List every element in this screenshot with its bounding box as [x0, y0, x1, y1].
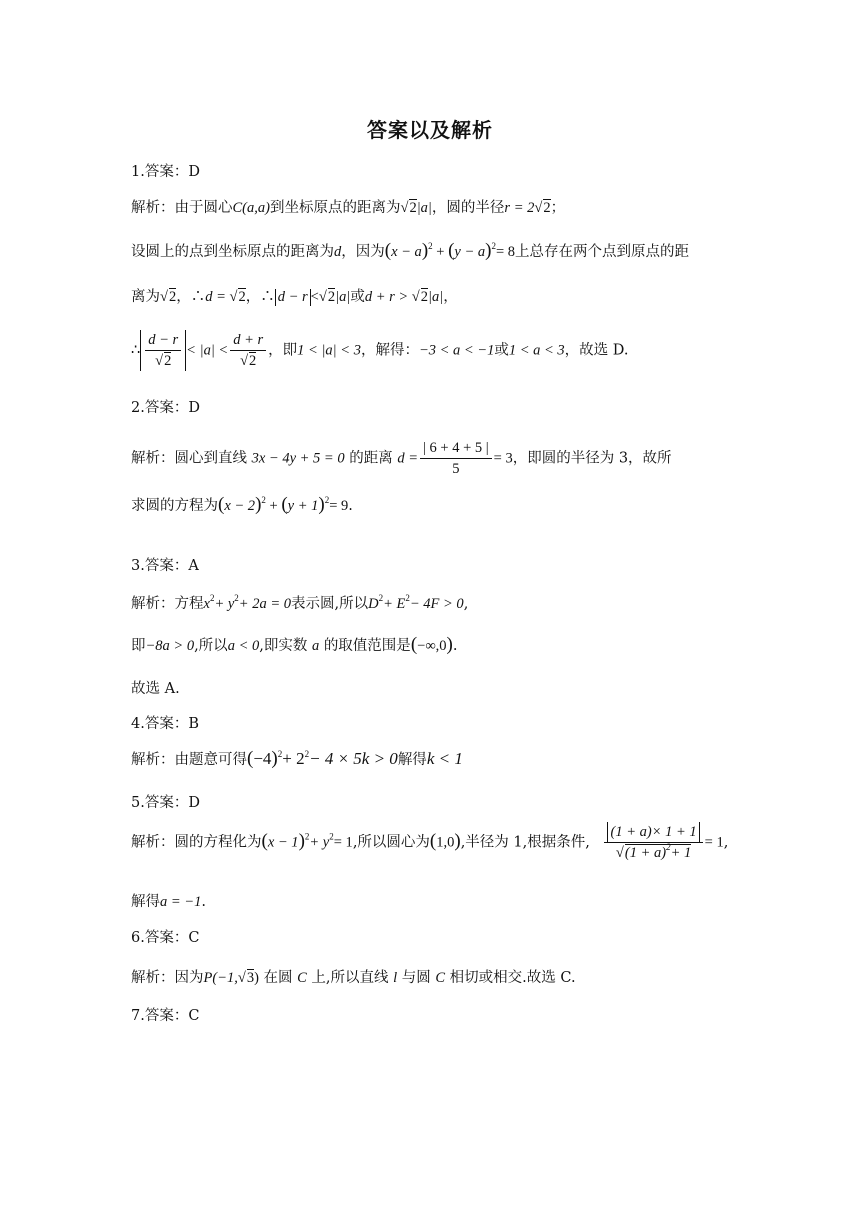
text: 求圆的方程为 [131, 498, 218, 514]
paren: ( [410, 634, 418, 655]
text: 到坐标原点的距离为 [269, 200, 401, 216]
q1-answer: 1.答案：D [131, 164, 200, 180]
paren: ) [446, 634, 453, 655]
math: + 2 [282, 749, 305, 768]
q2-explanation-line-1 [131, 438, 672, 479]
exponent: 2 [491, 241, 496, 251]
sqrt-symbol: √ [237, 970, 246, 986]
denominator [230, 351, 266, 371]
text: ， [443, 289, 458, 305]
math: = 1 [704, 834, 724, 851]
exponent: 2 [234, 593, 239, 603]
paren: ( [281, 494, 288, 515]
sqrt-symbol: √ [408, 289, 420, 305]
text: 在圆 [263, 970, 293, 986]
text: 即 [131, 638, 146, 654]
exponent: 2 [324, 495, 330, 505]
math: y − a [454, 244, 486, 260]
math: y + 1 [287, 498, 319, 514]
text: 上,所以直线 [311, 970, 389, 986]
q1-explanation-line-2 [131, 240, 689, 262]
math: = 8 [495, 244, 516, 260]
exponent: 2 [261, 495, 266, 505]
exponent: 2 [304, 831, 310, 842]
math: x [203, 596, 210, 612]
q5-explanation-line-2 [131, 890, 206, 911]
fraction [145, 330, 181, 371]
math: + y [309, 834, 330, 851]
text: ，即圆的半径为 3，故所 [512, 450, 672, 467]
text: ,半径为 1,根据条件, [460, 834, 590, 851]
math: 1 + a [615, 824, 647, 840]
plus: + [432, 244, 449, 260]
q2-explanation-line-2 [131, 494, 353, 516]
math: −3 < a < −1 [418, 342, 495, 359]
math: 1 < |a| < 3 [297, 342, 361, 359]
text: . [201, 894, 206, 910]
absolute-fraction [140, 330, 186, 371]
paren: ) [318, 494, 325, 515]
math: a = −1 [160, 894, 202, 910]
math: 2 [543, 200, 551, 216]
text: 或 [350, 289, 365, 305]
text: ,即实数 [259, 638, 308, 654]
sqrt-symbol: √ [225, 289, 238, 305]
paren: ( [384, 240, 392, 261]
q5-answer: 5.答案：D [131, 795, 200, 811]
q2-answer: 2.答案：D [131, 400, 200, 416]
text: 解析：圆心到直线 [131, 450, 247, 467]
math: x − a [391, 244, 422, 260]
math: |a| [335, 289, 351, 305]
text: ，∴ [176, 289, 206, 305]
text: 表示圆,所以 [291, 596, 369, 612]
q6-explanation-line-1 [131, 966, 576, 987]
radicand [625, 844, 691, 861]
fraction [604, 822, 702, 863]
math: r = 2 [504, 200, 535, 216]
math: 1,0 [436, 834, 455, 851]
paren: ) [271, 748, 278, 769]
q3-answer: 3.答案：A [131, 558, 199, 574]
math: + E [383, 596, 406, 612]
math: d = [397, 450, 418, 467]
absolute-value [607, 822, 699, 842]
text: ，解得： [360, 342, 419, 359]
math: + 1 [670, 845, 692, 861]
math: 1 < a < 3 [508, 342, 565, 359]
math: d + r > [364, 289, 409, 305]
denominator [604, 843, 702, 863]
math: 2 [249, 353, 257, 369]
math: = 9 [329, 498, 349, 514]
exponent: 2 [209, 593, 215, 603]
denominator [145, 351, 181, 371]
paren: ( [218, 494, 225, 515]
math: x − 1 [267, 834, 299, 851]
paren: ) [255, 494, 262, 515]
math: − 4 × 5k > 0 [309, 749, 398, 768]
text: , [463, 596, 469, 612]
math: −∞,0 [417, 638, 447, 654]
text: , [723, 834, 729, 851]
text: 的距离 [349, 450, 393, 467]
sqrt-symbol: √ [400, 200, 409, 216]
text: 与圆 [401, 970, 431, 986]
q7-answer: 7.答案：C [131, 1008, 200, 1024]
paren: ) [454, 830, 461, 852]
math: |a| [416, 200, 432, 216]
math: = 1 [333, 834, 353, 851]
q6-answer: 6.答案：C [131, 930, 200, 946]
text: 的取值范围是 [323, 638, 411, 654]
text: 解析：方程 [131, 596, 204, 612]
math: d [334, 244, 342, 260]
exponent: 2 [428, 241, 433, 251]
page-title: 答案以及解析 [367, 118, 493, 142]
exponent: 2 [277, 749, 283, 759]
q1-explanation-line-3 [131, 285, 458, 306]
math: 3 [246, 970, 255, 986]
paren: ( [610, 824, 616, 840]
fraction [420, 438, 492, 479]
text: 解析：由题意可得 [131, 752, 247, 768]
numerator: | 6 + 4 + 5 | [420, 438, 492, 459]
q1-explanation-line-1 [131, 196, 565, 217]
denominator: 5 [452, 461, 460, 477]
text: 解得 [397, 752, 427, 768]
math: 2 [409, 200, 417, 216]
paren: ) [298, 830, 305, 852]
math: C [297, 970, 307, 986]
text: 上总存在两个点到原点的距 [515, 244, 690, 260]
math: + 2a = 0 [238, 596, 291, 612]
q3-explanation-line-2 [131, 634, 457, 656]
math: 3x − 4y + 5 = 0 [251, 450, 345, 467]
paren: ( [448, 240, 455, 261]
sqrt-symbol: √ [160, 289, 168, 305]
text: 设圆上的点到坐标原点的距离为 [131, 244, 334, 260]
text: 解析：圆的方程化为 [131, 834, 262, 851]
text: 离为 [131, 289, 160, 305]
fraction [230, 330, 266, 371]
text: . [452, 638, 458, 654]
math: a [311, 638, 320, 654]
exponent: 2 [666, 842, 671, 852]
math: k < 1 [426, 749, 463, 768]
paren: ( [429, 830, 437, 852]
math: x − 2 [224, 498, 256, 514]
sqrt-symbol: √ [155, 353, 164, 369]
text: ，即 [268, 342, 298, 359]
text: 解得 [131, 894, 160, 910]
paren: ( [247, 748, 254, 769]
math: 2 [238, 289, 246, 305]
math: −8a > 0 [145, 638, 195, 654]
text: 解析：因为 [131, 970, 204, 986]
q3-explanation-line-1 [131, 592, 468, 613]
text: 或 [494, 342, 509, 359]
text: 相切或相交.故选 C. [449, 970, 576, 986]
plus: + [265, 498, 282, 514]
math: × 1 + 1 [651, 824, 697, 840]
math: C [435, 970, 446, 986]
math: − 4F > 0 [409, 596, 464, 612]
q1-explanation-line-4 [131, 330, 629, 371]
numerator: d + r [230, 330, 266, 351]
q4-explanation-line-1 [131, 748, 463, 770]
sqrt-symbol: √ [534, 200, 543, 216]
math: < |a| < [186, 342, 229, 359]
text: 解析：由于圆心 [131, 200, 233, 216]
text: ，故选 D. [564, 342, 629, 359]
sqrt-symbol: √ [318, 289, 327, 305]
math: 1 + a [629, 845, 662, 861]
math: d − r [275, 289, 311, 306]
text: ，∴ [245, 289, 275, 305]
therefore-symbol: ∴ [131, 342, 141, 359]
math: d = [205, 289, 226, 305]
math: |a| [428, 289, 444, 305]
text: ,所以圆心为 [352, 834, 430, 851]
numerator [604, 822, 702, 843]
math: −4 [253, 749, 272, 768]
q4-answer: 4.答案：B [131, 716, 199, 732]
math: D [368, 596, 379, 612]
q5-explanation-line-1 [131, 822, 728, 863]
math: ) [254, 970, 259, 986]
math: = 3 [493, 450, 513, 467]
math: a < 0 [227, 638, 260, 654]
q3-explanation-line-3: 故选 A. [131, 681, 180, 697]
math: P(−1, [203, 970, 238, 986]
exponent: 2 [304, 749, 310, 759]
paren: ) [485, 240, 492, 261]
paren: ( [624, 845, 630, 861]
text: ,所以 [194, 638, 228, 654]
text: ，因为 [341, 244, 385, 260]
math: 2 [327, 289, 336, 305]
numerator: d − r [145, 330, 181, 351]
exponent: 2 [378, 593, 384, 603]
sqrt-symbol: √ [615, 845, 624, 861]
text: ，圆的半径 [431, 200, 505, 216]
math: + y [214, 596, 235, 612]
math: 2 [164, 353, 172, 369]
math: l [393, 970, 398, 986]
text: . [348, 498, 353, 514]
exponent: 2 [405, 593, 410, 603]
paren: ) [661, 845, 667, 861]
math: 2 [168, 289, 177, 305]
math: 2 [420, 289, 428, 305]
exponent: 2 [329, 831, 334, 842]
sqrt-symbol: √ [240, 353, 249, 369]
paren: ) [421, 240, 429, 261]
paren: ( [261, 830, 268, 852]
text: ； [550, 200, 566, 216]
paren: ) [646, 824, 652, 840]
math: < [310, 289, 319, 305]
math: C(a,a) [232, 200, 270, 216]
